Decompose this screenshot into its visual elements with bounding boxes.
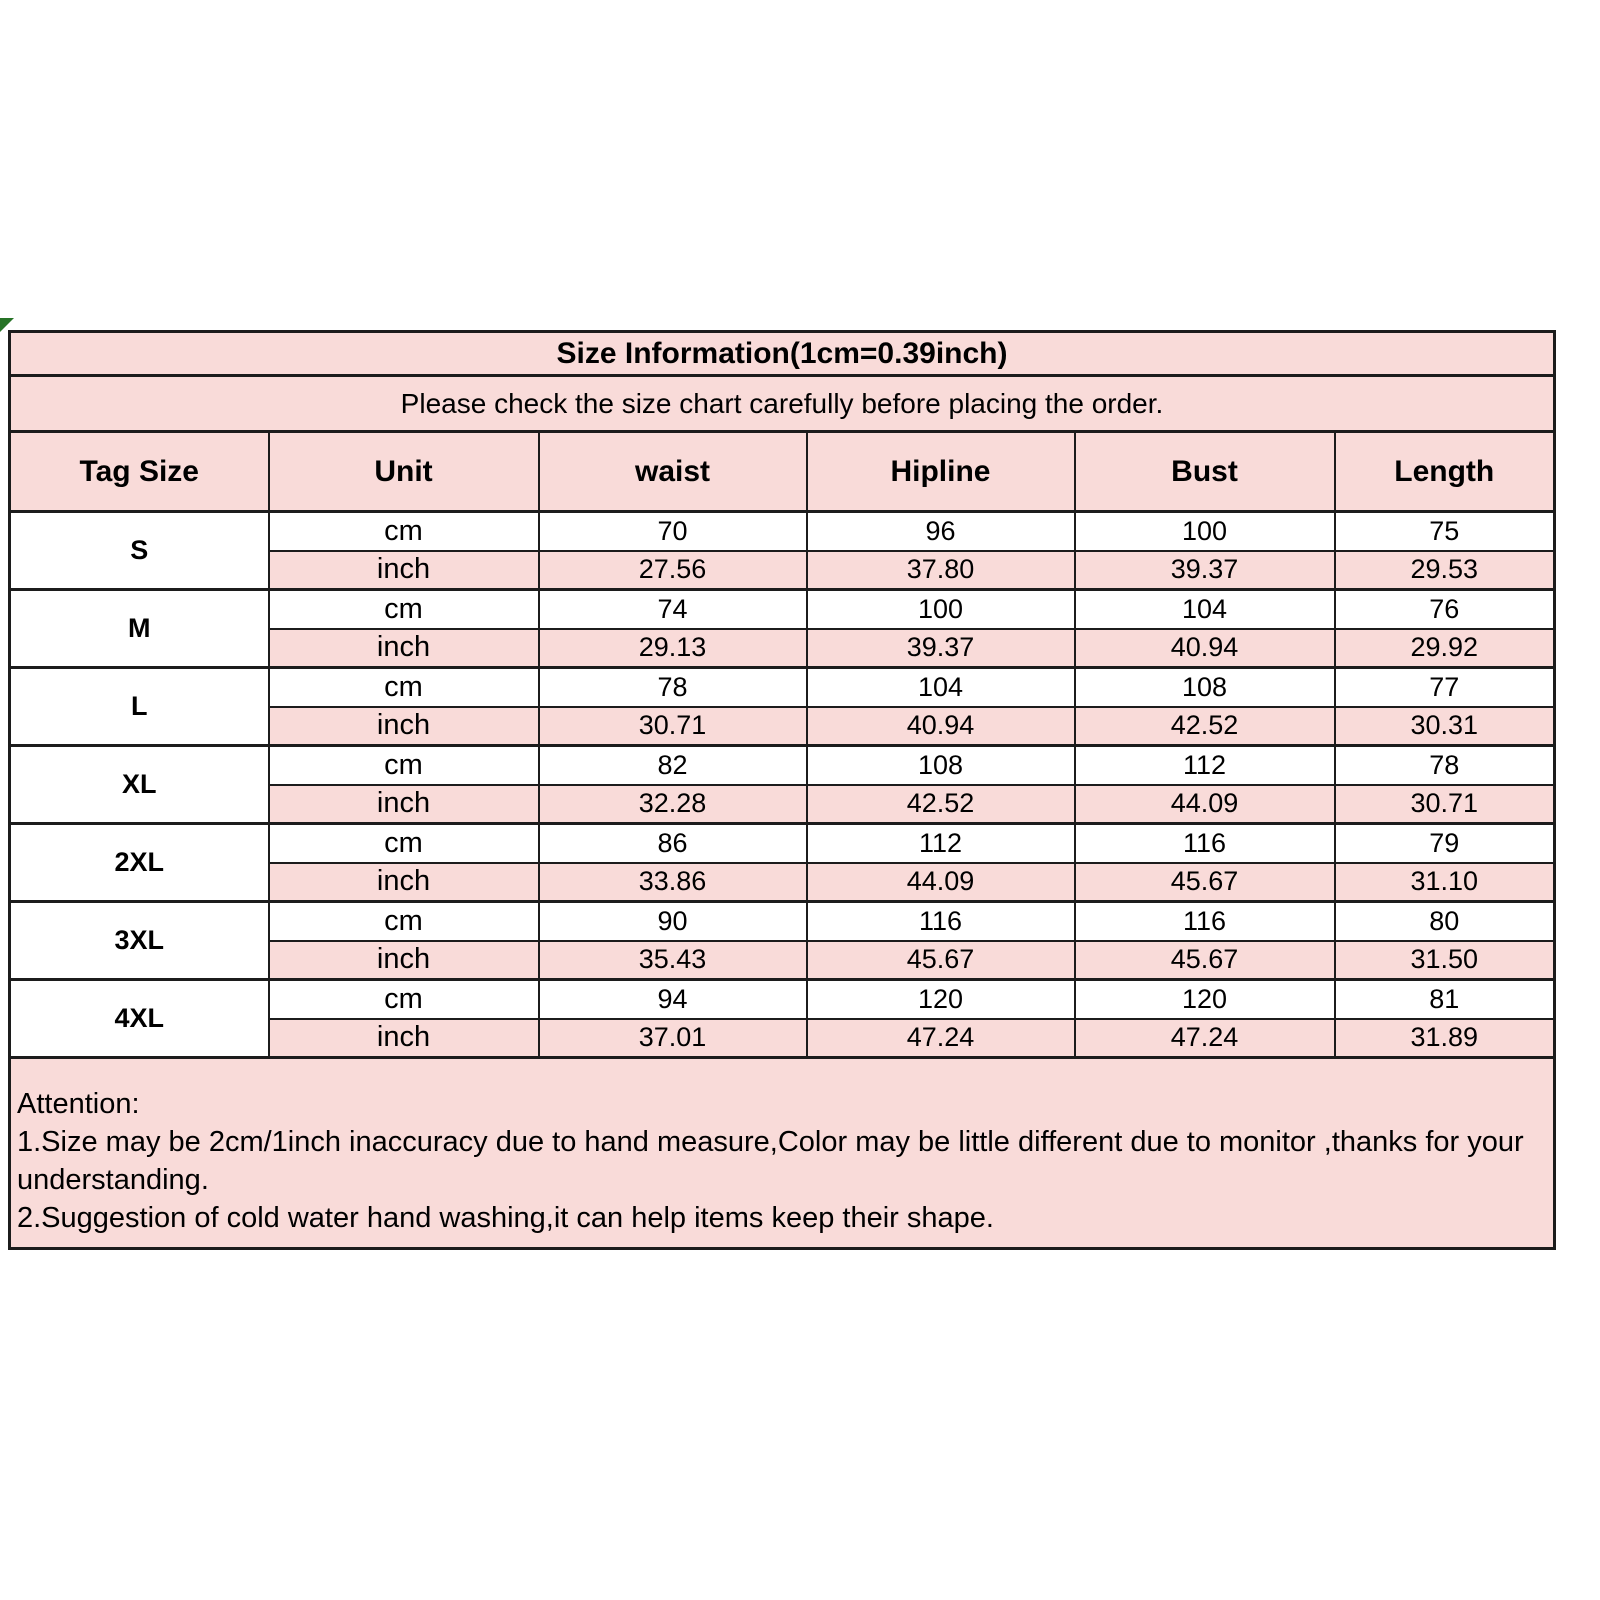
attention-note: 2.Suggestion of cold water hand washing,it can help items keep their shape. bbox=[17, 1202, 994, 1234]
measurement-cell: 29.92 bbox=[1335, 629, 1555, 668]
measurement-cell: 112 bbox=[1075, 746, 1335, 785]
tag-size-cell: S bbox=[10, 512, 269, 590]
size-table bbox=[8, 330, 1556, 1250]
measurement-cell: 96 bbox=[807, 512, 1075, 551]
measurement-cell: 70 bbox=[539, 512, 807, 551]
measurement-cell: 90 bbox=[539, 902, 807, 941]
table-row bbox=[10, 668, 1555, 707]
column-header-length: Length bbox=[1335, 432, 1555, 512]
measurement-cell: 42.52 bbox=[1075, 707, 1335, 746]
measurement-cell: 47.24 bbox=[807, 1019, 1075, 1058]
measurement-cell: 75 bbox=[1335, 512, 1555, 551]
unit-cell: inch bbox=[269, 863, 539, 902]
measurement-cell: 100 bbox=[807, 590, 1075, 629]
measurement-cell: 37.80 bbox=[807, 551, 1075, 590]
unit-cell: cm bbox=[269, 590, 539, 629]
unit-cell: inch bbox=[269, 629, 539, 668]
tag-size-cell: XL bbox=[10, 746, 269, 824]
measurement-cell: 27.56 bbox=[539, 551, 807, 590]
measurement-cell: 30.31 bbox=[1335, 707, 1555, 746]
measurement-cell: 32.28 bbox=[539, 785, 807, 824]
tag-size-cell: 2XL bbox=[10, 824, 269, 902]
measurement-cell: 42.52 bbox=[807, 785, 1075, 824]
measurement-cell: 44.09 bbox=[1075, 785, 1335, 824]
unit-cell: cm bbox=[269, 824, 539, 863]
column-header-tag-size: Tag Size bbox=[10, 432, 269, 512]
measurement-cell: 30.71 bbox=[539, 707, 807, 746]
attention-block bbox=[10, 1058, 1555, 1249]
measurement-cell: 47.24 bbox=[1075, 1019, 1335, 1058]
attention-note: 1.Size may be 2cm/1inch inaccuracy due to hand measure,Color may be little different due to monitor ,thanks for your understanding. bbox=[17, 1126, 1524, 1196]
unit-cell: cm bbox=[269, 746, 539, 785]
measurement-cell: 29.13 bbox=[539, 629, 807, 668]
measurement-cell: 82 bbox=[539, 746, 807, 785]
tag-size-cell: M bbox=[10, 590, 269, 668]
column-header-bust: Bust bbox=[1075, 432, 1335, 512]
measurement-cell: 116 bbox=[1075, 902, 1335, 941]
measurement-cell: 120 bbox=[1075, 980, 1335, 1019]
measurement-cell: 116 bbox=[807, 902, 1075, 941]
table-row bbox=[10, 902, 1555, 941]
measurement-cell: 45.67 bbox=[1075, 863, 1335, 902]
table-title: Size Information(1cm=0.39inch) bbox=[10, 332, 1555, 376]
unit-cell: inch bbox=[269, 785, 539, 824]
table-row bbox=[10, 824, 1555, 863]
tag-size-cell: L bbox=[10, 668, 269, 746]
measurement-cell: 78 bbox=[539, 668, 807, 707]
unit-cell: inch bbox=[269, 707, 539, 746]
measurement-cell: 80 bbox=[1335, 902, 1555, 941]
size-information-panel bbox=[8, 330, 1553, 1250]
unit-cell: cm bbox=[269, 512, 539, 551]
measurement-cell: 104 bbox=[807, 668, 1075, 707]
column-header-waist: waist bbox=[539, 432, 807, 512]
measurement-cell: 39.37 bbox=[807, 629, 1075, 668]
measurement-cell: 79 bbox=[1335, 824, 1555, 863]
tag-size-cell: 3XL bbox=[10, 902, 269, 980]
table-row bbox=[10, 746, 1555, 785]
table-row bbox=[10, 512, 1555, 551]
measurement-cell: 40.94 bbox=[1075, 629, 1335, 668]
table-subtitle: Please check the size chart carefully before placing the order. bbox=[10, 376, 1555, 432]
measurement-cell: 74 bbox=[539, 590, 807, 629]
measurement-cell: 100 bbox=[1075, 512, 1335, 551]
table-row bbox=[10, 980, 1555, 1019]
measurement-cell: 112 bbox=[807, 824, 1075, 863]
measurement-cell: 44.09 bbox=[807, 863, 1075, 902]
measurement-cell: 31.10 bbox=[1335, 863, 1555, 902]
measurement-cell: 45.67 bbox=[1075, 941, 1335, 980]
measurement-cell: 31.89 bbox=[1335, 1019, 1555, 1058]
unit-cell: cm bbox=[269, 902, 539, 941]
measurement-cell: 116 bbox=[1075, 824, 1335, 863]
measurement-cell: 37.01 bbox=[539, 1019, 807, 1058]
measurement-cell: 86 bbox=[539, 824, 807, 863]
measurement-cell: 78 bbox=[1335, 746, 1555, 785]
attention-heading: Attention: bbox=[17, 1088, 140, 1120]
unit-cell: cm bbox=[269, 980, 539, 1019]
unit-cell: inch bbox=[269, 941, 539, 980]
table-row bbox=[10, 590, 1555, 629]
measurement-cell: 94 bbox=[539, 980, 807, 1019]
column-header-unit: Unit bbox=[269, 432, 539, 512]
measurement-cell: 77 bbox=[1335, 668, 1555, 707]
unit-cell: inch bbox=[269, 551, 539, 590]
measurement-cell: 33.86 bbox=[539, 863, 807, 902]
column-header-hipline: Hipline bbox=[807, 432, 1075, 512]
measurement-cell: 45.67 bbox=[807, 941, 1075, 980]
measurement-cell: 31.50 bbox=[1335, 941, 1555, 980]
measurement-cell: 76 bbox=[1335, 590, 1555, 629]
measurement-cell: 40.94 bbox=[807, 707, 1075, 746]
table-header-row bbox=[10, 432, 1555, 512]
measurement-cell: 104 bbox=[1075, 590, 1335, 629]
measurement-cell: 30.71 bbox=[1335, 785, 1555, 824]
measurement-cell: 108 bbox=[1075, 668, 1335, 707]
measurement-cell: 29.53 bbox=[1335, 551, 1555, 590]
measurement-cell: 35.43 bbox=[539, 941, 807, 980]
unit-cell: cm bbox=[269, 668, 539, 707]
measurement-cell: 108 bbox=[807, 746, 1075, 785]
measurement-cell: 120 bbox=[807, 980, 1075, 1019]
tag-size-cell: 4XL bbox=[10, 980, 269, 1058]
measurement-cell: 81 bbox=[1335, 980, 1555, 1019]
measurement-cell: 39.37 bbox=[1075, 551, 1335, 590]
unit-cell: inch bbox=[269, 1019, 539, 1058]
